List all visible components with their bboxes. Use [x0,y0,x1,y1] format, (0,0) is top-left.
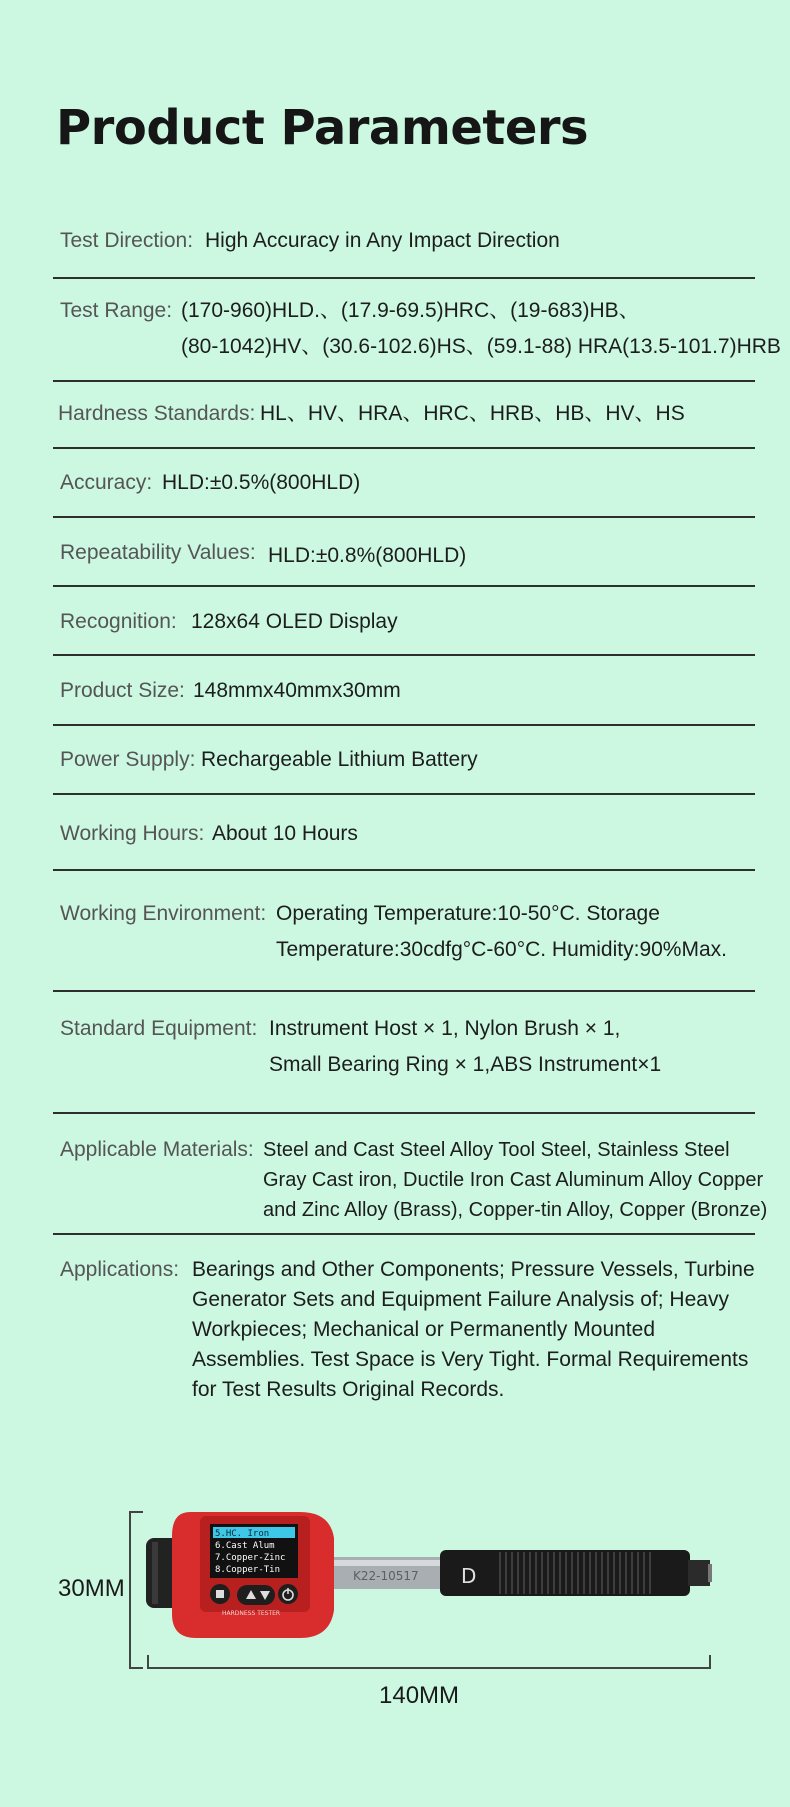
spec-value [181,293,781,365]
spec-value-line: Gray Cast iron, Ductile Iron Cast Aluminum Alloy Copper [263,1169,764,1191]
spec-value-line: HL、HV、HRA、HRC、HRB、HB、HV、HS [260,402,685,425]
spec-value-line: Generator Sets and Equipment Failure Analysis of; Heavy [192,1288,729,1311]
probe-tip [688,1560,710,1586]
spec-value-line: 148mmx40mmx30mm [193,679,401,702]
divider [53,724,755,726]
probe-type-label: D [461,1564,477,1588]
spec-value-line: High Accuracy in Any Impact Direction [205,229,560,252]
spec-label: Working Hours: [60,822,205,845]
spec-label: Accuracy: [60,471,153,494]
spec-label: Recognition: [60,610,177,633]
spec-label: Product Size: [60,679,185,702]
spec-label: Power Supply: [60,748,196,771]
spec-label: Test Range: [60,299,173,322]
spec-value-line: Workpieces; Mechanical or Permanently Mounted [192,1318,655,1341]
spec-value-line: (80-1042)HV、(30.6-102.6)HS、(59.1-88) HRA(13.5-101.7)HRB [181,335,781,358]
divider [53,1233,755,1235]
spec-value [263,1135,767,1225]
spec-value-line: HLD:±0.8%(800HLD) [268,544,467,567]
spec-value-line: Assemblies. Test Space is Very Tight. Formal Requirements [192,1348,749,1371]
spec-value-line: Operating Temperature:10-50°C. Storage [276,902,660,925]
spec-value-line: Temperature:30cdfg°C-60°C. Humidity:90%Max. [276,938,727,961]
spec-label: Hardness Standards: [58,402,256,425]
spec-value [205,223,560,259]
arrow-buttons-icon [237,1585,275,1605]
divider [53,869,755,871]
product-figure [0,1490,790,1720]
spec-value [269,1011,661,1083]
spec-value [191,604,398,640]
spec-value-line: Bearings and Other Components; Pressure Vessels, Turbine [192,1258,755,1281]
spec-value [276,896,727,968]
spec-value-line: 128x64 OLED Display [191,610,398,633]
divider [53,277,755,279]
spec-value [212,816,358,852]
spec-label: Repeatability Values: [60,541,256,564]
height-dimension-label: 30MM [58,1575,125,1602]
spec-value [260,396,685,432]
page-title: Product Parameters [56,100,589,156]
screen-line: 5.HC. Iron [215,1529,270,1539]
spec-label: Applications: [60,1258,180,1281]
divider [53,380,755,382]
height-dimension-line [130,1512,143,1668]
spec-value-line: (170-960)HLD.、(17.9-69.5)HRC、(19-683)HB、 [181,299,640,322]
divider [53,990,755,992]
length-dimension-line [148,1655,710,1668]
screen-line: 7.Copper-Zinc [215,1553,286,1563]
spec-value-line: Instrument Host × 1, Nylon Brush × 1, [269,1017,621,1040]
brand-text: HARDNESS TESTER [222,1610,281,1617]
spec-value-line: Small Bearing Ring × 1,ABS Instrument×1 [269,1053,662,1076]
spec-value [193,673,401,709]
spec-label: Standard Equipment: [60,1017,258,1040]
spec-label: Applicable Materials: [60,1138,254,1161]
spec-value-line: and Zinc Alloy (Brass), Copper-tin Alloy, Copper (Bronze) [263,1199,768,1221]
spec-value-line: Rechargeable Lithium Battery [201,748,478,771]
divider [53,1112,755,1114]
divider [53,516,755,518]
divider [53,654,755,656]
spec-value [268,538,466,574]
divider [53,585,755,587]
spec-label: Working Environment: [60,902,267,925]
spec-value [192,1255,755,1405]
divider [53,793,755,795]
spec-value [201,742,478,778]
spec-value [162,465,360,501]
length-dimension-label: 140MM [379,1682,460,1709]
spec-value-line: HLD:±0.5%(800HLD) [162,471,361,494]
screen-line: 6.Cast Alum [215,1541,275,1551]
spec-value-line: for Test Results Original Records. [192,1378,505,1401]
spec-value-line: About 10 Hours [212,822,358,845]
spec-label: Test Direction: [60,229,194,252]
screen-line: 8.Copper-Tin [215,1565,281,1575]
spec-value-line: Steel and Cast Steel Alloy Tool Steel, Stainless Steel [263,1139,730,1161]
divider [53,447,755,449]
serial-text: K22-10517 [353,1569,419,1583]
